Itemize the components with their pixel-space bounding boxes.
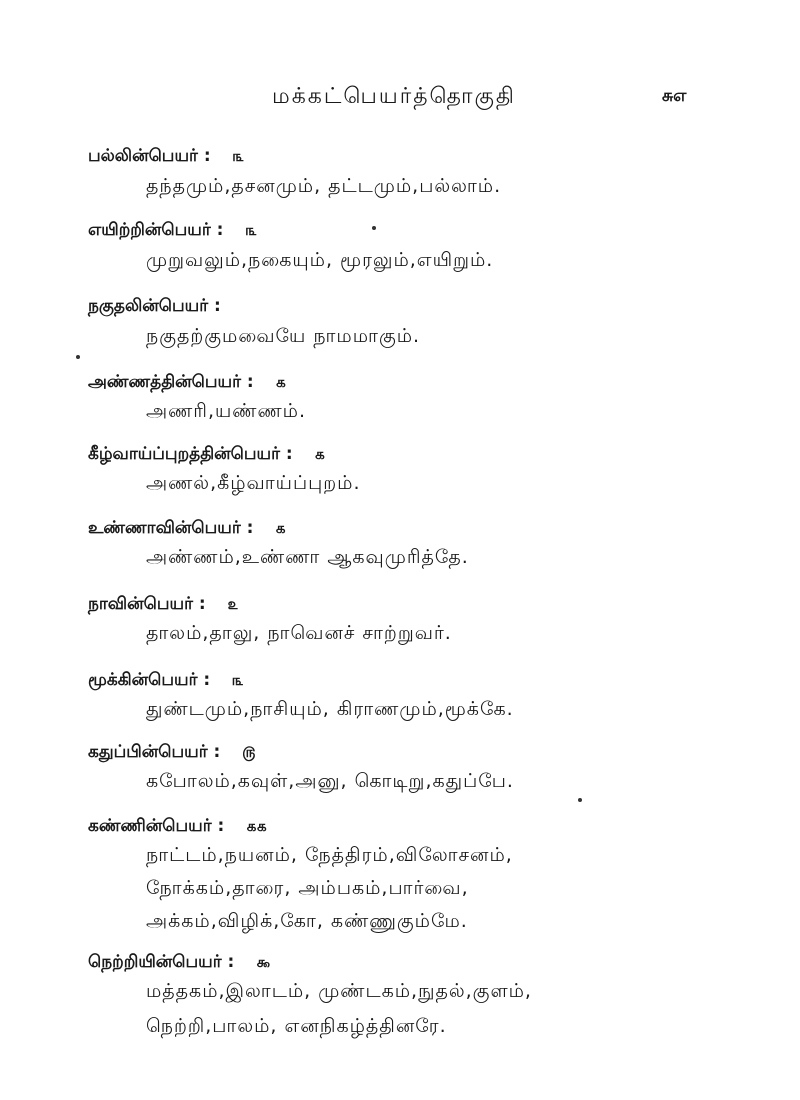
entry-count: ௩ — [232, 671, 244, 689]
entry-heading: மூக்கின்பெயர் : ௩ — [88, 670, 244, 690]
entry-count: ௩ — [245, 221, 257, 239]
verse-line: தாலம்,தாலு, நாவெனச் சாற்றுவர். — [146, 622, 452, 644]
running-title: மக்கட்பெயர்த்தொகுதி — [272, 84, 516, 109]
page-number: சுஎ — [662, 86, 687, 106]
entry-heading: நகுதலின்பெயர் : — [88, 296, 221, 316]
verse-line: கபோலம்,கவுள்,அனு, கொடிறு,கதுப்பே. — [146, 770, 514, 792]
ink-speck — [578, 798, 582, 802]
verse-line: அணரி,யண்ணம். — [146, 400, 306, 422]
entry-heading: எயிற்றின்பெயர் : ௩ — [88, 220, 257, 240]
entry-count: ௧ — [314, 445, 325, 463]
verse-line: அக்கம்,விழிக்,கோ, கண்ணுகும்மே. — [146, 910, 468, 932]
verse-line: மத்தகம்,இலாடம், முண்டகம்,நுதல்,குளம், — [146, 980, 532, 1002]
entry-heading: நெற்றியின்பெயர் : ௯ — [88, 952, 271, 972]
entry-heading: அண்ணத்தின்பெயர் : ௧ — [88, 372, 286, 392]
verse-line: முறுவலும்,நகையும், மூரலும்,எயிறும். — [146, 249, 494, 271]
verse-line: துண்டமும்,நாசியும், கிராணமும்,மூக்கே. — [146, 698, 514, 720]
verse-line: அண்ணம்,உண்ணா ஆகவுமுரித்தே. — [146, 546, 469, 568]
page-header — [0, 82, 800, 116]
entry-count: ௫ — [242, 743, 256, 761]
entry-count: ௨ — [227, 595, 239, 613]
entry-heading: கண்ணின்பெயர் : ௧௧ — [88, 816, 267, 836]
entry-count: ௩ — [232, 147, 245, 165]
verse-line: நாட்டம்,நயனம், நேத்திரம்,விலோசனம், — [146, 844, 513, 866]
entry-count: ௧ — [275, 519, 286, 537]
ink-speck — [372, 226, 376, 230]
entry-count: ௧ — [275, 373, 286, 391]
verse-line: நெற்றி,பாலம், எனநிகழ்த்தினரே. — [146, 1015, 447, 1037]
entry-heading: நாவின்பெயர் : ௨ — [88, 594, 239, 614]
verse-line: நகுதற்குமவையே நாமமாகும். — [146, 325, 421, 347]
entry-heading: கதுப்பின்பெயர் : ௫ — [88, 742, 256, 762]
entry-count: ௧௧ — [246, 817, 267, 835]
entry-heading: கீழ்வாய்ப்புறத்தின்பெயர் : ௧ — [88, 444, 325, 464]
verse-line: நோக்கம்,தாரை, அம்பகம்,பார்வை, — [146, 877, 469, 899]
verse-line: அணல்,கீழ்வாய்ப்புறம். — [146, 472, 361, 494]
verse-line: தந்தமும்,தசனமும், தட்டமும்,பல்லாம். — [146, 175, 502, 197]
ink-speck — [76, 355, 80, 359]
entry-heading: பல்லின்பெயர் : ௩ — [88, 146, 245, 166]
entry-count: ௯ — [256, 953, 271, 971]
entry-heading: உண்ணாவின்பெயர் : ௧ — [88, 518, 286, 538]
